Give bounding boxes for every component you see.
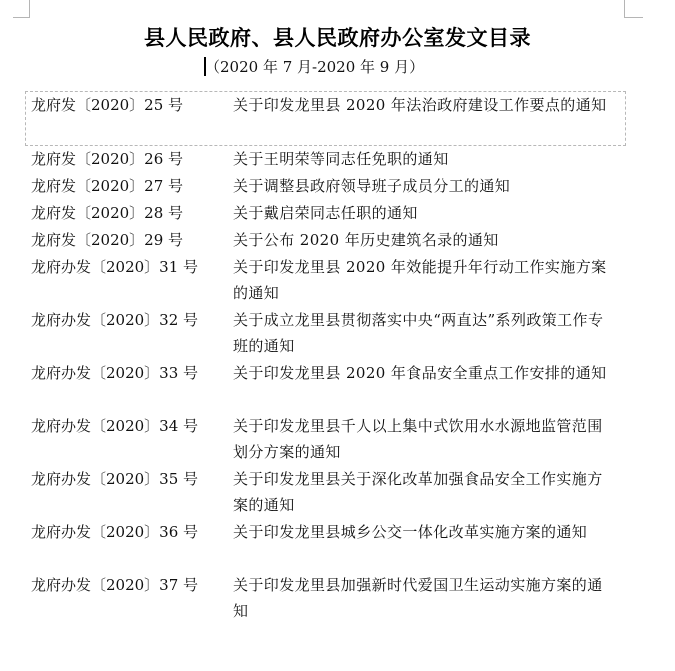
table-row[interactable] — [28, 519, 628, 572]
table-row[interactable] — [28, 254, 628, 307]
document-number: 龙府办发〔2020〕31 号 — [31, 258, 199, 276]
document-title: 县人民政府、县人民政府办公室发文目录 — [144, 25, 531, 50]
document-title-cell: 关于印发龙里县 2020 年法治政府建设工作要点的通知 — [233, 96, 607, 114]
page-corner-mark-right — [624, 0, 643, 18]
document-title-cell: 关于印发龙里县 2020 年食品安全重点工作安排的通知 — [233, 364, 607, 382]
table-row[interactable] — [28, 200, 628, 227]
document-number: 龙府发〔2020〕25 号 — [31, 96, 184, 114]
document-number: 龙府办发〔2020〕34 号 — [31, 417, 199, 435]
table-row[interactable] — [28, 173, 628, 200]
document-number: 龙府办发〔2020〕33 号 — [31, 364, 199, 382]
document-title-cell: 关于印发龙里县千人以上集中式饮用水水源地监管范围划分方案的通知 — [233, 417, 603, 461]
document-title-cell: 关于王明荣等同志任免职的通知 — [233, 150, 449, 168]
document-list — [28, 91, 628, 625]
document-number: 龙府发〔2020〕27 号 — [31, 177, 184, 195]
document-title-cell: 关于戴启荣同志任职的通知 — [233, 204, 418, 222]
table-row[interactable] — [28, 572, 628, 625]
document-title-cell: 关于成立龙里县贯彻落实中央“两直达”系列政策工作专班的通知 — [233, 311, 604, 355]
document-number: 龙府办发〔2020〕32 号 — [31, 311, 199, 329]
table-row[interactable] — [28, 146, 628, 173]
document-title-cell: 关于印发龙里县 2020 年效能提升年行动工作实施方案的通知 — [233, 258, 607, 302]
document-title-cell: 关于印发龙里县城乡公交一体化改革实施方案的通知 — [233, 523, 588, 541]
document-number: 龙府发〔2020〕28 号 — [31, 204, 184, 222]
table-row[interactable] — [28, 466, 628, 519]
table-row[interactable] — [28, 227, 628, 254]
document-title-cell: 关于印发龙里县加强新时代爱国卫生运动实施方案的通知 — [233, 576, 603, 620]
document-number: 龙府办发〔2020〕36 号 — [31, 523, 199, 541]
page-corner-mark-left — [13, 0, 30, 18]
document-title-cell: 关于公布 2020 年历史建筑名录的通知 — [233, 231, 499, 249]
table-row[interactable] — [28, 360, 628, 413]
document-title-cell: 关于印发龙里县关于深化改革加强食品安全工作实施方案的通知 — [233, 470, 603, 514]
document-subtitle: （2020 年 7 月-2020 年 9 月） — [205, 58, 425, 76]
table-row[interactable] — [28, 307, 628, 360]
document-title-cell: 关于调整县政府领导班子成员分工的通知 — [233, 177, 511, 195]
document-number: 龙府办发〔2020〕35 号 — [31, 470, 199, 488]
document-number: 龙府发〔2020〕29 号 — [31, 231, 184, 249]
table-row[interactable] — [28, 413, 628, 466]
table-row[interactable] — [25, 91, 626, 146]
document-number: 龙府发〔2020〕26 号 — [31, 150, 184, 168]
document-number: 龙府办发〔2020〕37 号 — [31, 576, 199, 594]
